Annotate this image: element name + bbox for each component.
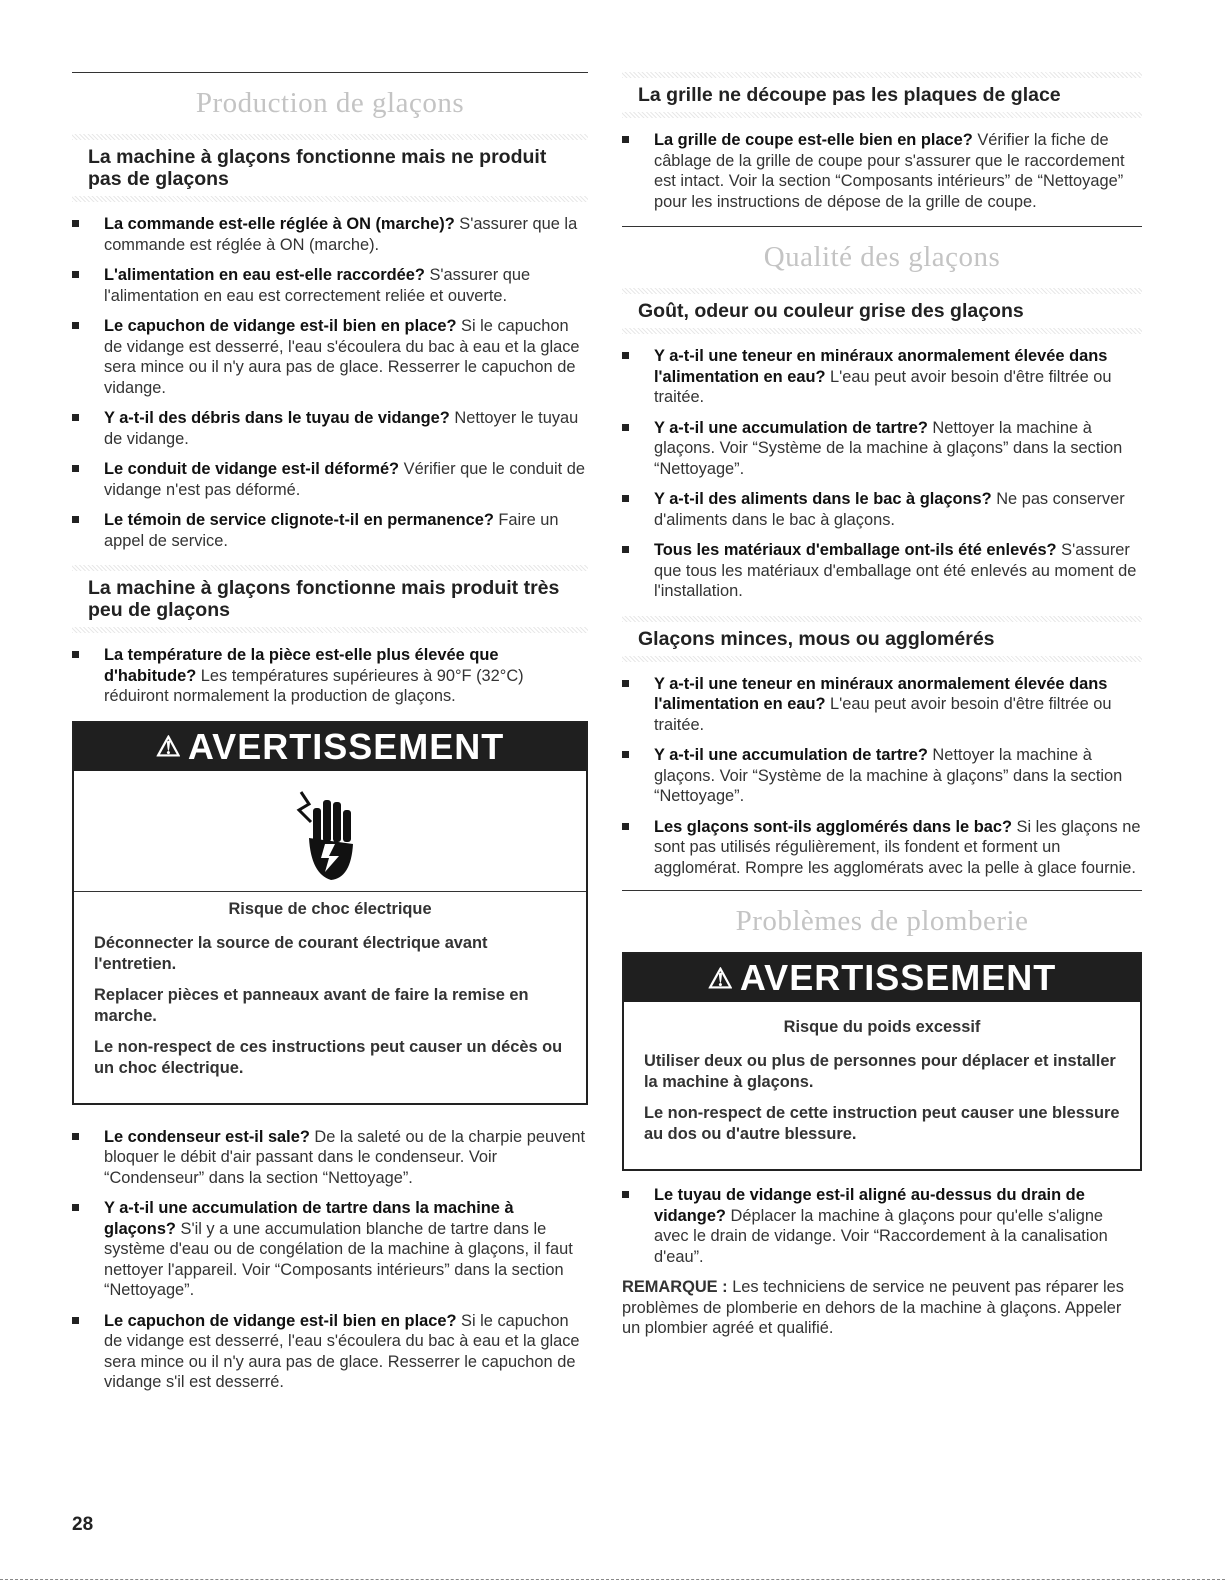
question-text: Y a-t-il une teneur en minéraux anormalement élevée dans l'alimentation en eau? <box>654 674 1108 713</box>
warning-banner-label: AVERTISSEMENT <box>739 957 1057 998</box>
bullet-icon <box>622 546 629 553</box>
bullet-icon <box>72 516 79 523</box>
answer-text: Si les glaçons ne sont pas utilisés régulièrement, ils fondent et forment un agglomérat. Rompre les agglomérats avec la pelle à glace fournie. <box>654 817 1141 877</box>
warning-line: Le non-respect de cette instruction peut causer une blessure au dos ou d'autre blessure. <box>644 1104 1120 1143</box>
section-rule <box>622 226 1142 227</box>
question-text: Le capuchon de vidange est-il bien en place? <box>104 1311 457 1330</box>
question-text: Le condenseur est-il sale? <box>104 1127 310 1146</box>
bullet-icon <box>72 1204 79 1211</box>
answer-text: Vérifier la fiche de câblage de la grille de coupe pour s'assurer que le raccordement est intact. Voir la section “Composants intérieurs” de “Nettoyage” pour les instructions de dépose de la grille de coupe. <box>654 131 1125 211</box>
question-text: Le capuchon de vidange est-il bien en place? <box>104 317 457 335</box>
bullet-icon <box>622 751 629 758</box>
warning-risk: Risque de choc électrique <box>228 899 432 918</box>
section-title-production: Production de glaçons <box>195 87 465 119</box>
question-text: Le témoin de service clignote-t-il en permanence? <box>104 511 494 529</box>
question-text: Y a-t-il une teneur en minéraux anormalement élevée dans l'alimentation en eau? <box>654 347 1108 386</box>
troubleshoot-list <box>72 645 588 707</box>
left-column <box>72 72 588 1403</box>
bullet-icon <box>72 465 79 472</box>
answer-text: L'eau peut avoir besoin d'être filtrée ou traitée. <box>654 695 1112 734</box>
question-text: Y a-t-il des aliments dans le bac à glaçons? <box>654 490 992 508</box>
subhead-bar <box>72 627 588 633</box>
subhead-taste: Goût, odeur ou couleur grise des glaçons <box>638 300 1024 322</box>
question-text: Le conduit de vidange est-il déformé? <box>104 460 400 478</box>
subhead-no-ice: La machine à glaçons fonctionne mais ne produit pas de glaçons <box>88 146 547 190</box>
list-item <box>622 674 1142 736</box>
answer-text: Les températures supérieures à 90°F (32°C) réduiront normalement la production de glaçons. <box>104 666 524 705</box>
page-number: 28 <box>72 1514 94 1535</box>
list-item <box>622 540 1142 602</box>
subhead-bar <box>622 328 1142 334</box>
bullet-icon <box>72 414 79 421</box>
list-item <box>622 130 1142 212</box>
warning-box-electric <box>72 721 588 1105</box>
bullet-icon <box>72 1133 79 1140</box>
list-item <box>72 214 588 255</box>
question-text: La commande est-elle réglée à ON (marche)? <box>104 215 455 233</box>
answer-text: Ne pas conserver d'aliments dans le bac à glaçons. <box>654 490 1125 529</box>
question-text: Y a-t-il une accumulation de tartre dans la machine à glaçons? <box>104 1199 514 1238</box>
question-text: Y a-t-il des débris dans le tuyau de vidange? <box>104 409 450 427</box>
troubleshoot-list <box>72 1127 588 1393</box>
question-text: Les glaçons sont-ils agglomérés dans le bac? <box>654 817 1012 836</box>
answer-text: Si le capuchon de vidange est desserré, l'eau s'écoulera du bac à eau et la glace sera mince ou il n'y aura pas de glace. Resserrer le capuchon de vidange. <box>104 317 580 397</box>
warning-line: Utiliser deux ou plus de personnes pour déplacer et installer la machine à glaçons. <box>644 1052 1116 1091</box>
list-item <box>622 418 1142 480</box>
bullet-icon <box>72 1317 79 1324</box>
troubleshoot-list <box>622 1185 1142 1267</box>
bullet-icon <box>622 680 629 687</box>
answer-text: Déplacer la machine à glaçons pour qu'elle s'aligne avec le drain de vidange. Voir “Raccordement à la canalisation d'eau”. <box>654 1206 1108 1266</box>
bullet-icon <box>622 352 629 359</box>
subhead-thin-ice: Glaçons minces, mous ou agglomérés <box>638 627 995 650</box>
warning-line: Le non-respect de ces instructions peut causer un décès ou un choc électrique. <box>94 1037 563 1077</box>
list-item <box>72 510 588 551</box>
right-column <box>622 72 1142 1355</box>
section-rule <box>622 890 1142 891</box>
warning-risk: Risque du poids excessif <box>783 1018 981 1036</box>
warning-banner <box>74 723 586 771</box>
section-title-plumbing: Problèmes de plomberie <box>735 905 1029 937</box>
list-item <box>72 265 588 306</box>
list-item <box>72 1198 588 1301</box>
bottom-rule <box>0 1579 1225 1580</box>
answer-text: De la saleté ou de la charpie peuvent bloquer le débit d'air passant dans le condenseur. Voir “Condenseur” dans la section “Nettoyage”. <box>104 1127 586 1187</box>
list-item <box>72 1127 588 1189</box>
note-text: Les techniciens de service ne peuvent pas réparer les problèmes de plomberie en dehors de la machine à glaçons. Appeler un plombier agréé et qualifié. <box>622 1278 1124 1337</box>
list-item <box>72 459 588 500</box>
question-text: La grille de coupe est-elle bien en place? <box>654 131 973 149</box>
answer-text: Si le capuchon de vidange est desserré, l'eau s'écoulera du bac à eau et la glace sera mince ou il n'y aura pas de glace. Resserrer le capuchon de vidange s'il est desserré. <box>104 1311 580 1391</box>
troubleshoot-list <box>622 674 1142 879</box>
answer-text: Faire un appel de service. <box>104 511 559 550</box>
bullet-icon <box>622 424 629 431</box>
answer-text: L'eau peut avoir besoin d'être filtrée ou traitée. <box>654 367 1112 406</box>
question-text: Le tuyau de vidange est-il aligné au-dessus du drain de vidange? <box>654 1186 1085 1225</box>
bullet-icon <box>72 220 79 227</box>
section-rule <box>72 72 588 73</box>
list-item <box>622 1185 1142 1267</box>
warning-banner <box>624 954 1140 1002</box>
warning-triangle-icon: ⚠ <box>707 962 734 994</box>
subhead-bar <box>622 112 1142 118</box>
answer-text: S'assurer que l'alimentation en eau est correctement reliée et ouverte. <box>104 266 531 305</box>
list-item <box>72 408 588 449</box>
answer-text: S'assurer que tous les matériaux d'emballage ont été enlevés au moment de l'installation. <box>654 541 1137 600</box>
bullet-icon <box>622 136 629 143</box>
warning-banner-label: AVERTISSEMENT <box>187 725 505 767</box>
question-text: L'alimentation en eau est-elle raccordée? <box>104 266 425 284</box>
subhead-bar <box>72 196 588 202</box>
list-item <box>622 346 1142 408</box>
troubleshoot-list <box>622 130 1142 212</box>
bullet-icon <box>72 651 79 658</box>
bullet-icon <box>622 823 629 830</box>
note-label: REMARQUE : <box>622 1278 728 1296</box>
question-text: La température de la pièce est-elle plus élevée que d'habitude? <box>104 646 499 685</box>
warning-box-weight <box>622 952 1142 1171</box>
list-item <box>72 316 588 398</box>
answer-text: Nettoyer la machine à glaçons. Voir “Système de la machine à glaçons” dans la section “Nettoyage”. <box>654 418 1123 478</box>
note-paragraph <box>622 1277 1142 1339</box>
troubleshoot-list <box>72 214 588 551</box>
list-item <box>622 745 1142 807</box>
question-text: Tous les matériaux d'emballage ont-ils été enlevés? <box>654 541 1057 559</box>
answer-text: Nettoyer le tuyau de vidange. <box>104 409 579 448</box>
answer-text: Vérifier que le conduit de vidange n'est pas déformé. <box>104 460 585 499</box>
list-item <box>622 489 1142 530</box>
question-text: Y a-t-il une accumulation de tartre? <box>654 418 928 437</box>
bullet-icon <box>72 322 79 329</box>
answer-text: S'il y a une accumulation blanche de tartre dans le système d'eau ou de congélation de la machine à glaçons, il faut nettoyer l'appareil. Voir “Composants intérieurs” dans la section “Nettoyage”. <box>104 1219 573 1299</box>
bullet-icon <box>72 271 79 278</box>
bullet-icon <box>622 495 629 502</box>
list-item <box>72 645 588 707</box>
section-title-quality: Qualité des glaçons <box>763 241 1001 273</box>
question-text: Y a-t-il une accumulation de tartre? <box>654 746 928 764</box>
warning-line: Replacer pièces et panneaux avant de faire la remise en marche. <box>94 985 529 1025</box>
answer-text: S'assurer que la commande est réglée à ON (marche). <box>104 215 578 254</box>
warning-line: Déconnecter la source de courant électrique avant l'entretien. <box>94 933 488 973</box>
warning-triangle-icon: ⚠ <box>155 731 182 762</box>
subhead-low-ice: La machine à glaçons fonctionne mais produit très peu de glaçons <box>88 577 560 621</box>
bullet-icon <box>622 1191 629 1198</box>
answer-text: Nettoyer la machine à glaçons. Voir “Système de la machine à glaçons” dans la section “Nettoyage”. <box>654 746 1123 805</box>
electric-shock-hand-icon <box>74 781 586 892</box>
list-item <box>72 1311 588 1393</box>
subhead-cutter-grid: La grille ne découpe pas les plaques de glace <box>638 84 1061 106</box>
list-item <box>622 817 1142 879</box>
troubleshoot-list <box>622 346 1142 602</box>
subhead-bar <box>622 656 1142 662</box>
